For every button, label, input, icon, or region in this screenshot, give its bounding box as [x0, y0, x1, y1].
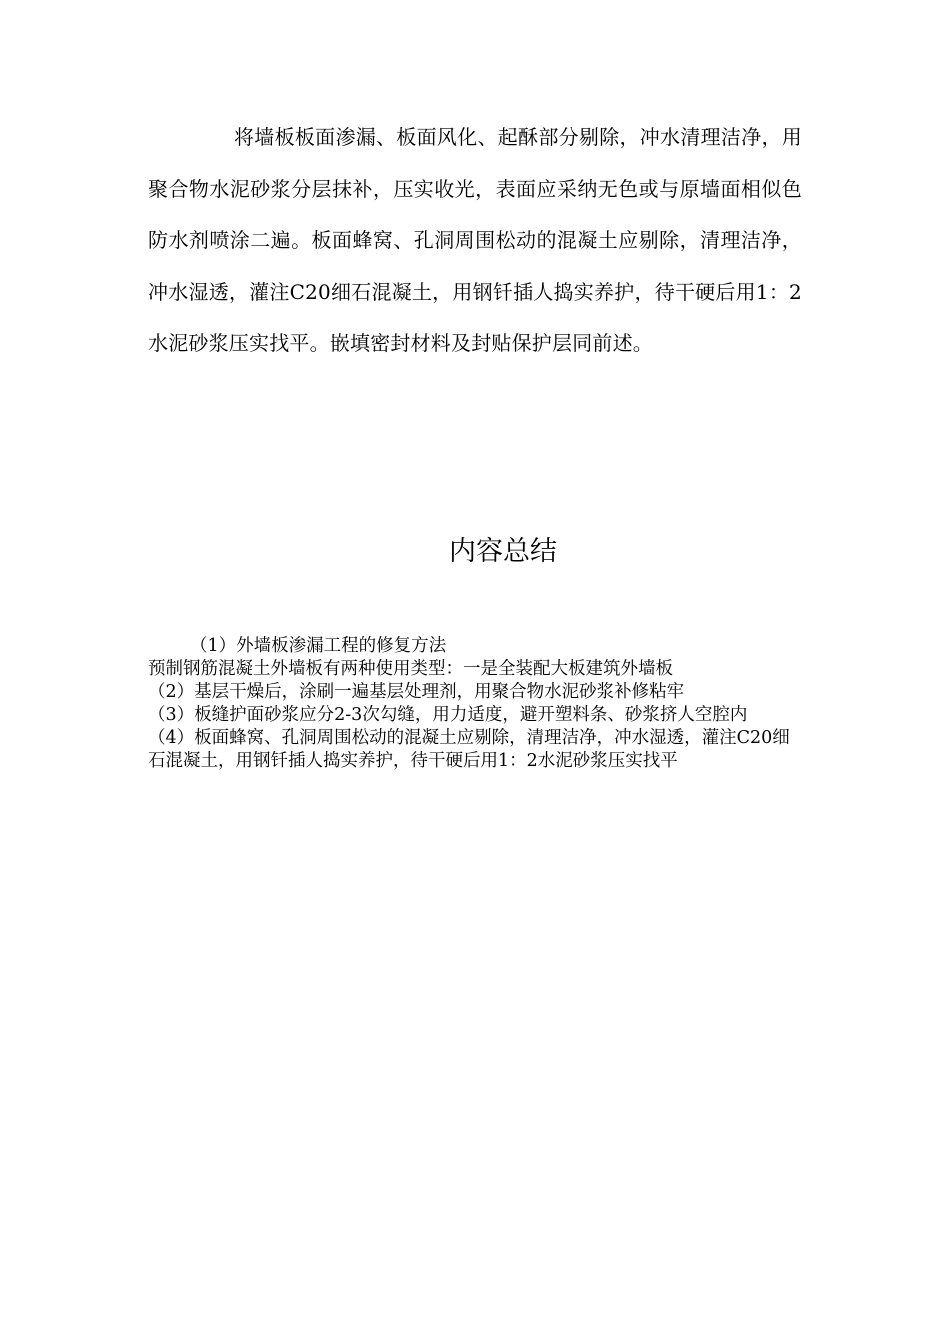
summary-item: （3）板缝护面砂浆应分2-3次勾缝，用力适度，避开塑料条、砂浆挤人空腔内: [148, 705, 748, 725]
summary-list: [148, 635, 804, 773]
summary-item: 预制钢筋混凝土外墙板有两种使用类型：一是全装配大板建筑外墙板: [148, 659, 673, 679]
summary-title: 内容总结: [449, 536, 557, 567]
summary-item: （4）板面蜂窝、孔洞周围松动的混凝土应剔除，清理洁净，冲水湿透，灌注C20细石混凝土，用钢钎插人捣实养护，待干硬后用1：2水泥砂浆压实找平: [148, 728, 790, 771]
summary-item: （1）外墙板渗漏工程的修复方法: [190, 636, 447, 656]
body-paragraph: 将墙板板面渗漏、板面风化、起酥部分剔除，冲水清理洁净，用聚合物水泥砂浆分层抹补，压实收光，表面应采纳无色或与原墙面相似色防水剂喷涂二遍。板面蜂窝、孔洞周围松动的混凝土应剔除，清理洁净，冲水湿透，灌注C20细石混凝土，用钢钎插人捣实养护，待干硬后用1：2水泥砂浆压实找平。嵌填密封材料及封贴保护层同前述。: [148, 125, 802, 355]
summary-item: （2）基层干燥后，涂刷一遍基层处理剂，用聚合物水泥砂浆补修粘牢: [148, 682, 685, 702]
